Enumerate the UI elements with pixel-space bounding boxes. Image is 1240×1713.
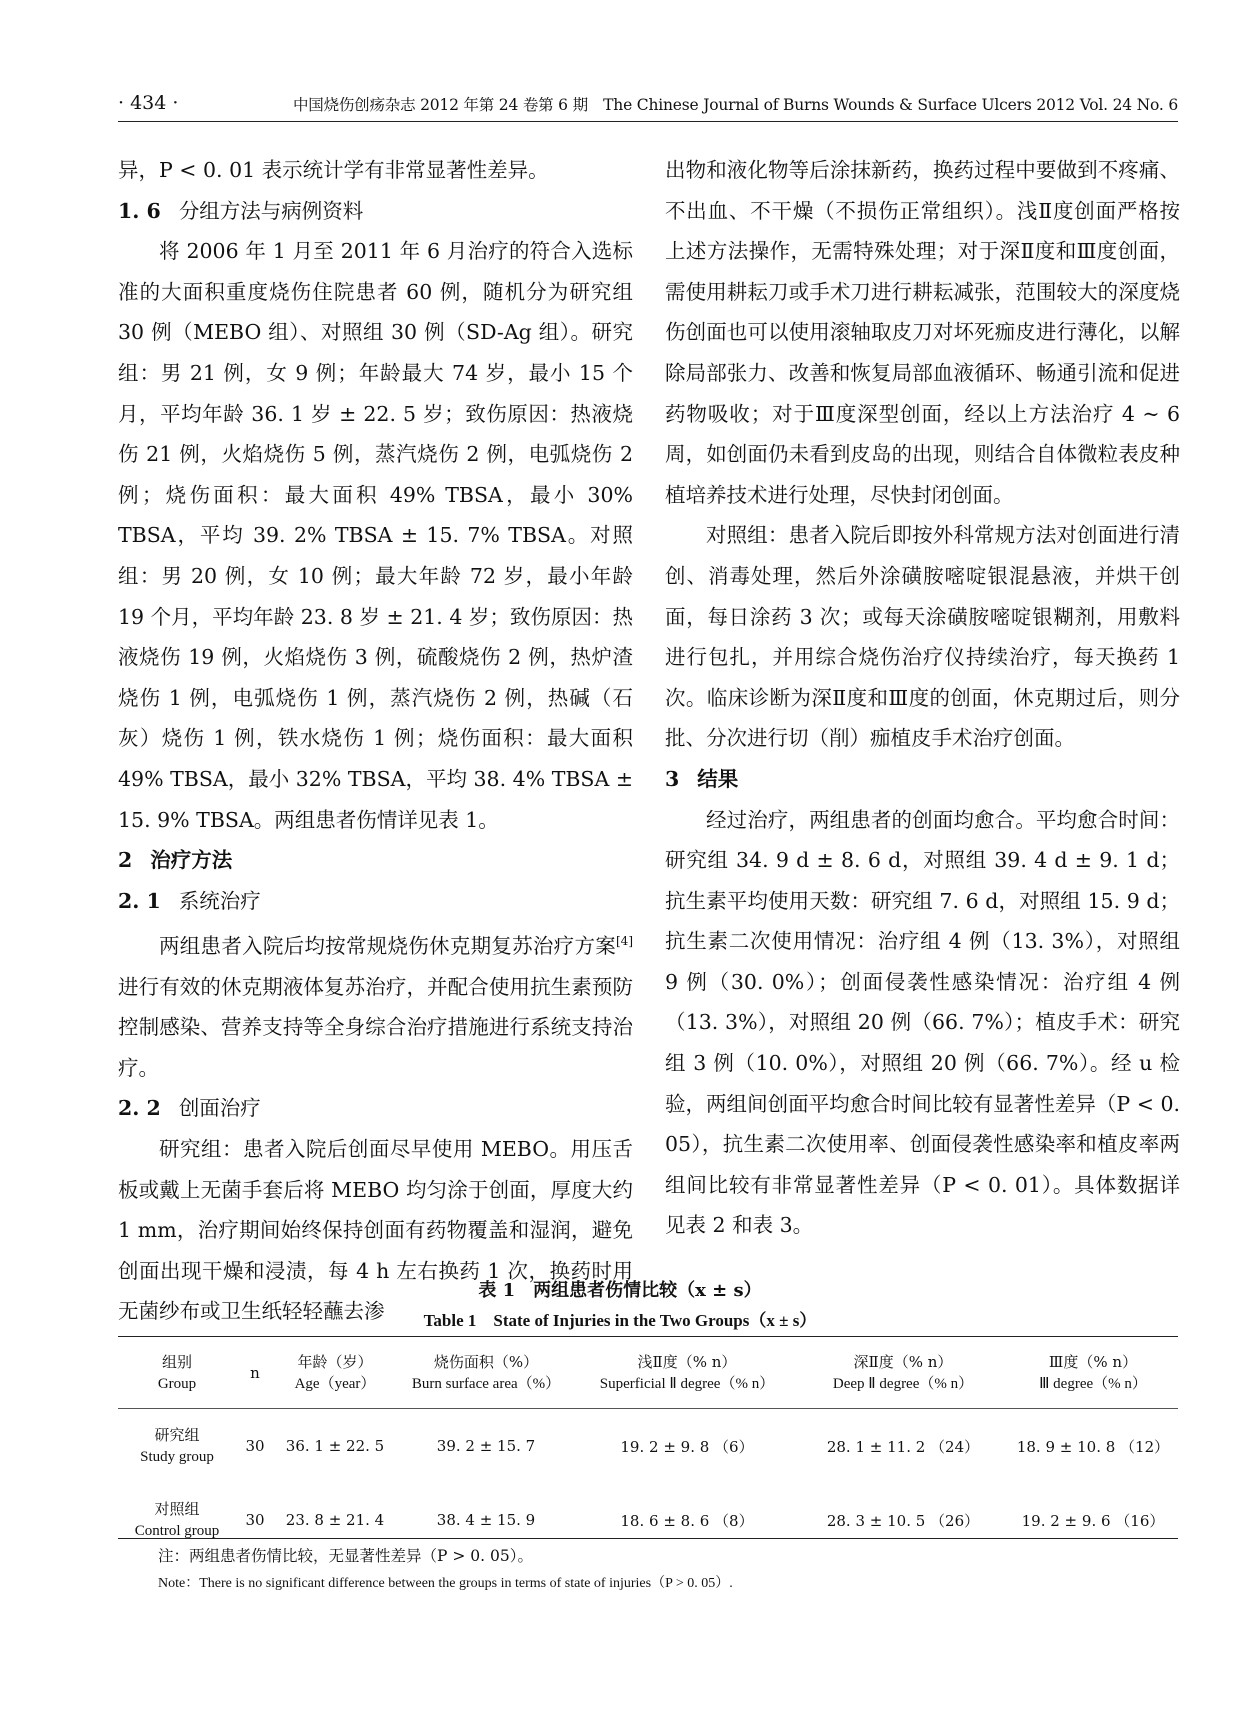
- cell-area: 38. 4 ± 15. 9: [436, 1511, 536, 1529]
- cell-deep-2: 28. 3 ± 10. 5 （26）: [826, 1511, 980, 1530]
- section-heading-1-6: [118, 191, 633, 232]
- page-number: · 434 ·: [118, 92, 179, 114]
- paragraph-study-group: 研究组：患者入院后创面尽早使用 MEBO。用压舌板或戴上无菌手套后将 MEBO 均匀涂于创面，厚度大约 1 mm，治疗期间始终保持创面有药物覆盖和湿润，避免创面出现干燥和浸渍，每 4 h 左右换药 1 次，换药时用无菌纱布或卫生纸轻轻蘸去渗: [118, 1137, 633, 1324]
- cell-group: 对照组 Control group: [134, 1500, 220, 1539]
- section-title: 治疗方法: [150, 848, 233, 873]
- cell-third-degree: 19. 2 ± 9. 6 （16）: [1021, 1511, 1165, 1530]
- paragraph-continued: 异，P < 0. 01 表示统计学有非常显著性差异。: [118, 158, 549, 182]
- col-header-burn-area: 烧伤面积（%） Burn surface area（%）: [411, 1353, 561, 1392]
- section-title: 创面治疗: [178, 1096, 261, 1121]
- table-note-cn: 注：两组患者伤情比较，无显著性差异（P > 0. 05）。: [158, 1547, 533, 1565]
- section-number: 2. 1: [118, 888, 161, 913]
- section-title: 结果: [697, 766, 739, 791]
- table-caption-en: Table 1 State of Injuries in the Two Groups（x ± s）: [423, 1311, 817, 1330]
- section-number: 3: [665, 766, 680, 791]
- left-column: [118, 150, 633, 1332]
- col-header-superficial-2: 浅Ⅱ度（% n） Superficial Ⅱ degree（% n）: [599, 1353, 775, 1392]
- cell-age: 23. 8 ± 21. 4: [285, 1511, 385, 1529]
- cell-third-degree: 18. 9 ± 10. 8 （12）: [1016, 1437, 1170, 1456]
- section-heading-2-1: [118, 881, 633, 922]
- header-rule: [118, 121, 1178, 122]
- col-header-n: n: [250, 1364, 260, 1382]
- section-number: 1. 6: [118, 198, 161, 223]
- paragraph-systemic-treatment: [118, 921, 633, 1088]
- col-header-age: 年龄（岁） Age（year）: [294, 1353, 376, 1392]
- cell-area: 39. 2 ± 15. 7: [436, 1437, 536, 1455]
- paragraph-results: 经过治疗，两组患者的创面均愈合。平均愈合时间：研究组 34. 9 d ± 8. 6 d，对照组 39. 4 d ± 9. 1 d；抗生素平均使用天数：研究组 7. 6 d，对照组 15. 9 d；抗生素二次使用情况：治疗组 4 例（13. 3%），对照组 9 例（30. 0%）；创面侵袭性感染情况：治疗组 4 例（13. 3%），对照组 20 例（66. 7%）；植皮手术：研究组 3 例（10. 0%），对照组 20 例（66. 7%）。经 u 检验，两组间创面平均愈合时间比较有显著性差异（P < 0. 05），抗生素二次使用率、创面侵袭性感染率和植皮率两组间比较有非常显著性差异（P < 0. 01）。具体数据详见表 2 和表 3。: [665, 807, 1180, 1238]
- paragraph-text: 两组患者入院后均按常规烧伤休克期复苏治疗方案: [159, 934, 616, 959]
- table-row: [118, 1409, 1178, 1483]
- col-header-deep-2: 深Ⅱ度（% n） Deep Ⅱ degree（% n）: [832, 1353, 974, 1392]
- section-heading-3: [665, 759, 1180, 800]
- table-caption-cn: 表 1 两组患者伤情比较（x ± s）: [478, 1280, 762, 1301]
- section-heading-2-2: [118, 1088, 633, 1129]
- cell-group: 研究组 Study group: [140, 1426, 214, 1465]
- section-title: 分组方法与病例资料: [178, 198, 364, 223]
- right-column: [665, 150, 1180, 1246]
- cell-superficial-2: 19. 2 ± 9. 8 （6）: [620, 1437, 754, 1456]
- cell-superficial-2: 18. 6 ± 8. 6 （8）: [620, 1511, 754, 1530]
- cell-deep-2: 28. 1 ± 11. 2 （24）: [826, 1437, 980, 1456]
- paragraph-control-group: 对照组：患者入院后即按外科常规方法对创面进行清创、消毒处理，然后外涂磺胺嘧啶银混悬液，并烘干创面，每日涂药 3 次；或每天涂磺胺嘧啶银糊剂，用敷料进行包扎，并用综合烧伤治疗仪持续治疗，每天换药 1 次。临床诊断为深Ⅱ度和Ⅲ度的创面，休克期过后，则分批、分次进行切（削）痂植皮手术治疗创面。: [665, 523, 1180, 751]
- col-header-group: 组别 Group: [157, 1353, 197, 1392]
- injury-table: [118, 1337, 1178, 1557]
- section-heading-2: [118, 840, 633, 881]
- citation-ref[interactable]: [4]: [616, 934, 633, 949]
- section-number: 2. 2: [118, 1096, 161, 1121]
- paragraph-text: 进行有效的休克期液体复苏治疗，并配合使用抗生素预防控制感染、营养支持等全身综合治疗措施进行系统支持治疗。: [118, 974, 633, 1080]
- paragraph-continued: 出物和液化物等后涂抹新药，换药过程中要做到不疼痛、不出血、不干燥（不损伤正常组织）。浅Ⅱ度创面严格按上述方法操作，无需特殊处理；对于深Ⅱ度和Ⅲ度创面，需使用耕耘刀或手术刀进行耕耘减张，范围较大的深度烧伤创面也可以使用滚轴取皮刀对坏死痂皮进行薄化，以解除局部张力、改善和恢复局部血液循环、畅通引流和促进药物吸收；对于Ⅲ度深型创面，经以上方法治疗 4 ~ 6 周，如创面仍未看到皮岛的出现，则结合自体微粒表皮种植培养技术进行处理，尽快封闭创面。: [665, 158, 1180, 507]
- paragraph-grouping: 将 2006 年 1 月至 2011 年 6 月治疗的符合入选标准的大面积重度烧伤住院患者 60 例，随机分为研究组 30 例（MEBO 组）、对照组 30 例（SD-Ag 组）。研究组：男 21 例，女 9 例；年龄最大 74 岁，最小 15 个月，平均年龄 36. 1 岁 ± 22. 5 岁；致伤原因：热液烧伤 21 例，火焰烧伤 5 例，蒸汽烧伤 2 例，电弧烧伤 2 例；烧伤面积：最大面积 49% TBSA，最小 30% TBSA，平均 39. 2% TBSA ± 15. 7% TBSA。对照组：男 20 例，女 10 例；最大年龄 72 岁，最小年龄 19 个月，平均年龄 23. 8 岁 ± 21. 4 岁；致伤原因：热液烧伤 19 例，火焰烧伤 3 例，硫酸烧伤 2 例，热炉渣烧伤 1 例，电弧烧伤 1 例，蒸汽烧伤 2 例，热碱（石灰）烧伤 1 例，铁水烧伤 1 例；烧伤面积：最大面积 49% TBSA，最小 32% TBSA，平均 38. 4% TBSA ± 15. 9% TBSA。两组患者伤情详见表 1。: [118, 239, 633, 832]
- cell-n: 30: [245, 1511, 265, 1529]
- cell-age: 36. 1 ± 22. 5: [285, 1437, 385, 1455]
- journal-title: 中国烧伤创疡杂志 2012 年第 24 卷第 6 期 The Chinese Journal of Burns Wounds & Surface Ulcers 2012 Vol. 24 No. 6: [292, 96, 1178, 114]
- section-number: 2: [118, 848, 133, 873]
- cell-n: 30: [245, 1437, 265, 1455]
- col-header-third-degree: Ⅲ度（% n） Ⅲ degree（% n）: [1039, 1353, 1147, 1392]
- table-note-en: Note：There is no significant difference between the groups in terms of state of injuries（P > 0. 05）.: [158, 1576, 733, 1591]
- table-header-row: [118, 1337, 1178, 1409]
- running-header: [118, 88, 1178, 118]
- section-title: 系统治疗: [178, 888, 261, 913]
